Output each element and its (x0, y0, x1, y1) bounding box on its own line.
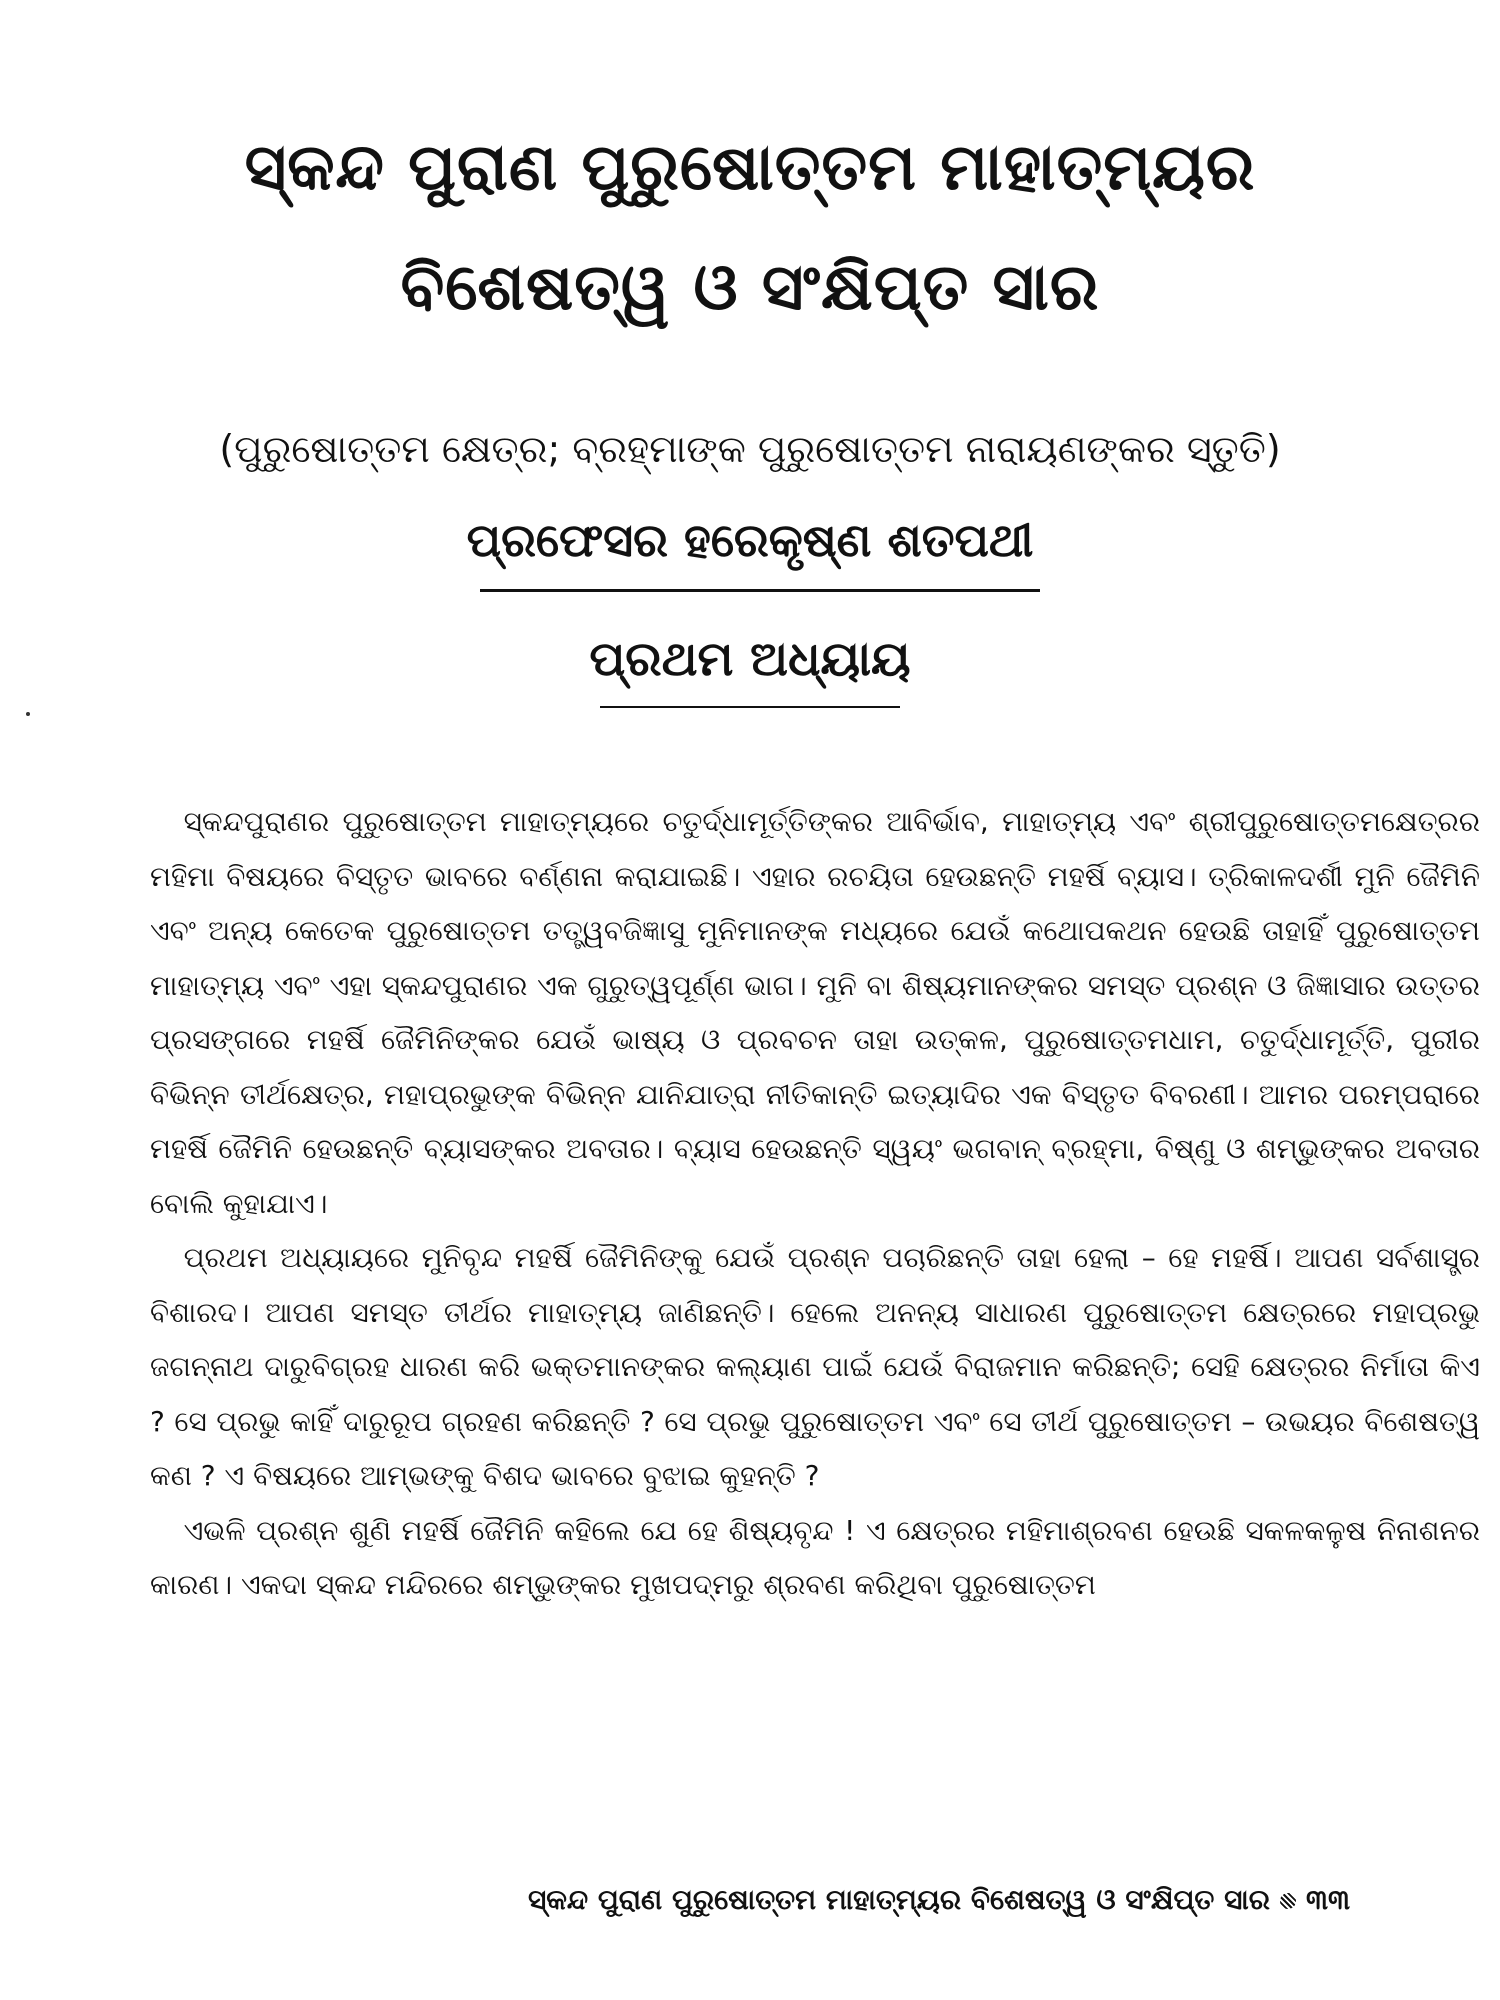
subtitle: (ପୁରୁଷୋତ୍ତମ କ୍ଷେତ୍ର; ବ୍ରହ୍ମାଙ୍କ ପୁରୁଷୋତ୍ତମ ନାରାୟଣଙ୍କର ସ୍ତୁତି) (219, 427, 1281, 471)
paragraph-1: ସ୍କନ୍ଦପୁରାଣର ପୁରୁଷୋତ୍ତମ ମାହାତ୍ମ୍ୟରେ ଚତୁର୍ଦ୍ଧାମୂର୍ତ୍ତିଙ୍କର ଆବିର୍ଭାବ, ମାହାତ୍ମ୍ୟ ଏବଂ ଶ୍ରୀପୁରୁଷୋତ୍ତମକ୍ଷେତ୍ରର ମହିମା ବିଷୟରେ ବିସ୍ତୃତ ଭାବରେ ବର୍ଣ୍ଣନା କରାଯାଇଛି। ଏହାର ରଚୟିତା ହେଉଛନ୍ତି ମହର୍ଷି ବ୍ୟାସ। ତ୍ରିକାଳଦର୍ଶୀ ମୁନି ଜୈମିନି ଏବଂ ଅନ୍ୟ କେତେକ ପୁରୁଷୋତ୍ତମ ତତ୍ତ୍ୱବଜିଜ୍ଞାସୁ ମୁନିମାନଙ୍କ ମଧ୍ୟରେ ଯେଉଁ କଥୋପକଥନ ହେଉଛି ତାହାହିଁ ପୁରୁଷୋତ୍ତମ ମାହାତ୍ମ୍ୟ ଏବଂ ଏହା ସ୍କନ୍ଦପୁରାଣର ଏକ ଗୁରୁତ୍ୱପୂର୍ଣ୍ଣ ଭାଗ। ମୁନି ବା ଶିଷ୍ୟମାନଙ୍କର ସମସ୍ତ ପ୍ରଶ୍ନ ଓ ଜିଜ୍ଞାସାର ଉତ୍ତର ପ୍ରସଙ୍ଗରେ ମହର୍ଷି ଜୈମିନିଙ୍କର ଯେଉଁ ଭାଷ୍ୟ ଓ ପ୍ରବଚନ ତାହା ଉତ୍କଳ, ପୁରୁଷୋତ୍ତମଧାମ, ଚତୁର୍ଦ୍ଧାମୂର୍ତ୍ତି, ପୁରୀର ବିଭିନ୍ନ ତୀର୍ଥକ୍ଷେତ୍ର, ମହାପ୍ରଭୁଙ୍କ ବିଭିନ୍ନ ଯାନିଯାତ୍ରା ନୀତିକାନ୍ତି ଇତ୍ୟାଦିର ଏକ ବିସ୍ତୃତ ବିବରଣୀ। ଆମର ପରମ୍ପରାରେ ମହର୍ଷି ଜୈମିନି ହେଉଛନ୍ତି ବ୍ୟାସଙ୍କର ଅବତାର। ବ୍ୟାସ ହେଉଛନ୍ତି ସ୍ୱୟଂ ଭଗବାନ୍ ବ୍ରହ୍ମା, ବିଷ୍ଣୁ ଓ ଶମ୍ଭୁଙ୍କର ଅବତାର ବୋଲି କୁହାଯାଏ। (150, 805, 1480, 1220)
page-number: ୩୩ (1305, 1883, 1350, 1916)
page-footer (528, 1880, 1350, 1920)
author-name: ପ୍ରଫେସର ହରେକୃଷ୍ଣ ଶତପଥୀ (466, 513, 1034, 567)
paragraph-2: ପ୍ରଥମ ଅଧ୍ୟାୟରେ ମୁନିବୃନ୍ଦ ମହର୍ଷି ଜୈମିନିଙ୍କୁ ଯେଉଁ ପ୍ରଶ୍ନ ପଚାରିଛନ୍ତି ତାହା ହେଲା – ହେ ମହର୍ଷି। ଆପଣ ସର୍ବଶାସ୍ତ୍ର ବିଶାରଦ। ଆପଣ ସମସ୍ତ ତୀର୍ଥର ମାହାତ୍ମ୍ୟ ଜାଣିଛନ୍ତି। ହେଲେ ଅନନ୍ୟ ସାଧାରଣ ପୁରୁଷୋତ୍ତମ କ୍ଷେତ୍ରରେ ମହାପ୍ରଭୁ ଜଗନ୍ନାଥ ଦାରୁବିଗ୍ରହ ଧାରଣ କରି ଭକ୍ତମାନଙ୍କର କଲ୍ୟାଣ ପାଇଁ ଯେଉଁ ବିରାଜମାନ କରିଛନ୍ତି; ସେହି କ୍ଷେତ୍ରର ନିର୍ମାତା କିଏ ? ସେ ପ୍ରଭୁ କାହିଁ ଦାରୁରୂପ ଗ୍ରହଣ କରିଛନ୍ତି ? ସେ ପ୍ରଭୁ ପୁରୁଷୋତ୍ତମ ଏବଂ ସେ ତୀର୍ଥ ପୁରୁଷୋତ୍ତମ – ଉଭୟର ବିଶେଷତ୍ୱ କଣ ? ଏ ବିଷୟରେ ଆମ୍ଭଙ୍କୁ ବିଶଦ ଭାବରେ ବୁଝାଇ କୁହନ୍ତି ? (150, 1241, 1480, 1492)
title-line-1: ସ୍କନ୍ଦ ପୁରାଣ ପୁରୁଷୋତ୍ତମ ମାହାତ୍ମ୍ୟର (244, 131, 1256, 205)
print-speck (26, 712, 30, 716)
body-text (150, 795, 1480, 1613)
author-underline (480, 589, 1040, 592)
title-line-2: ବିଶେଷତ୍ୱ ଓ ସଂକ୍ଷିପ୍ତ ସାର (400, 251, 1100, 325)
chapter-underline (600, 706, 900, 708)
paragraph-3: ଏଭଳି ପ୍ରଶ୍ନ ଶୁଣି ମହର୍ଷି ଜୈମିନି କହିଲେ ଯେ ହେ ଶିଷ୍ୟବୃନ୍ଦ ! ଏ କ୍ଷେତ୍ରର ମହିମାଶ୍ରବଣ ହେଉଛି ସକଳକଳୁଷ ନିନାଶନର କାରଣ। ଏକଦା ସ୍କନ୍ଦ ମନ୍ଦିରରେ ଶମ୍ଭୁଙ୍କର ମୁଖପଦ୍ମରୁ ଶ୍ରବଣ କରିଥିବା ପୁରୁଷୋତ୍ତମ (150, 1513, 1480, 1601)
separator-ornament-icon (1280, 1893, 1296, 1909)
running-title: ସ୍କନ୍ଦ ପୁରାଣ ପୁରୁଷୋତ୍ତମ ମାହାତ୍ମ୍ୟର ବିଶେଷତ୍ୱ ଓ ସଂକ୍ଷିପ୍ତ ସାର (528, 1883, 1270, 1916)
chapter-heading: ପ୍ରଥମ ଅଧ୍ୟାୟ (589, 631, 911, 687)
